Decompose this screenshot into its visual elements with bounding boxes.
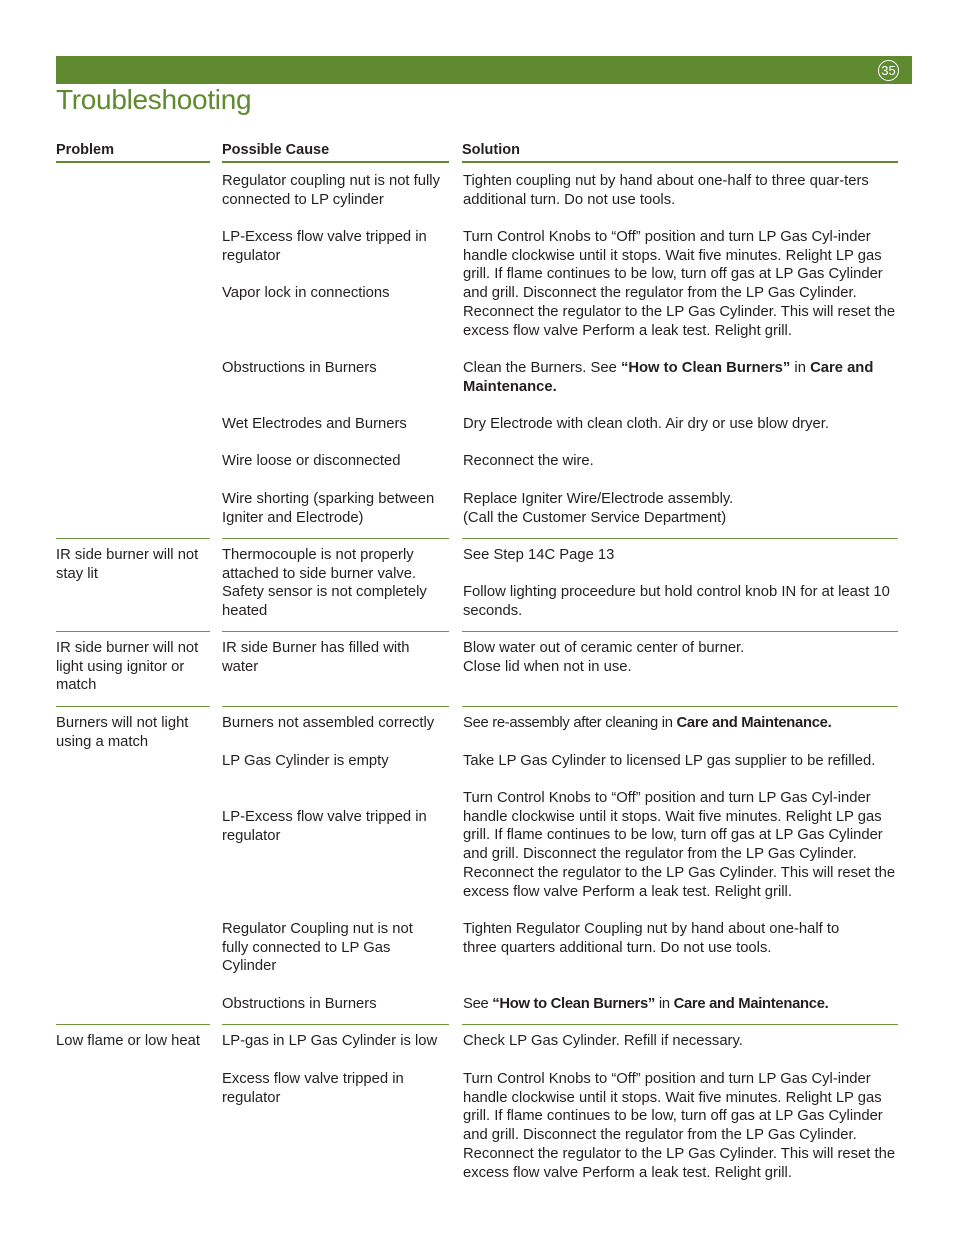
solution-cell: See Step 14C Page 13 [463, 547, 615, 563]
cause-cell: Wire shorting (sparking between Igniter and Electrode) [222, 491, 435, 526]
solution-cell: Tighten coupling nut by hand about one-half to three quar-ters additional turn. Do not use tools. [463, 173, 869, 208]
solution-cell: Follow lighting proceedure but hold control knob IN for at least 10 seconds. [463, 584, 890, 619]
solution-cell: Replace Igniter Wire/Electrode assembly. (Call the Customer Service Department) [463, 491, 734, 526]
column-header-solution: Solution [462, 142, 898, 163]
cause-cell: Obstructions in Burners [222, 996, 377, 1012]
solution-cell: Clean the Burners. See “How to Clean Burners” in Care and Maintenance. [463, 360, 874, 395]
problem-cell: Low flame or low heat [56, 1033, 200, 1049]
row-divider [462, 538, 898, 539]
cause-cell: Wet Electrodes and Burners [222, 416, 407, 432]
row-divider [462, 631, 898, 632]
cause-cell: Wire loose or disconnected [222, 453, 401, 469]
header-bar [56, 56, 912, 84]
row-divider [462, 706, 898, 707]
solution-cell: Turn Control Knobs to “Off” position and turn LP Gas Cyl-inder handle clockwise until it stops. Wait five minutes. Relight LP gas grill. If flame continues to be low, turn off gas at LP Gas Cylinder and grill. Disconnect the regulator from the LP Gas Cylinder. Reconnect the regulator to the LP Gas Cylinder. This will reset the excess flow valve Perform a leak test. Relight grill. [463, 790, 896, 900]
solution-cell: Tighten Regulator Coupling nut by hand about one-half to three quarters additional turn. Do not use tools. [463, 921, 840, 956]
problem-cell: IR side burner will not stay lit [56, 547, 199, 582]
problem-cell: Burners will not light using a match [56, 715, 189, 750]
row-divider [462, 1024, 898, 1025]
column-header-problem: Problem [56, 142, 210, 163]
row-divider [56, 706, 210, 707]
row-divider [56, 631, 210, 632]
solution-cell: See re-assembly after cleaning in Care and Maintenance. [463, 715, 832, 731]
solution-cell: Turn Control Knobs to “Off” position and turn LP Gas Cyl-inder handle clockwise until it stops. Wait five minutes. Relight LP gas grill. If flame continues to be low, turn off gas at LP Gas Cylinder and grill. Disconnect the regulator from the LP Gas Cylinder. Reconnect the regulator to the LP Gas Cylinder. This will reset the excess flow valve Perform a leak test. Relight grill. [463, 1071, 896, 1181]
cause-cell: Regulator Coupling nut is not fully connected to LP Gas Cylinder [222, 921, 413, 975]
solution-cell: Blow water out of ceramic center of burner. Close lid when not in use. [463, 640, 745, 675]
row-divider [56, 1024, 210, 1025]
column-header-cause: Possible Cause [222, 142, 449, 163]
row-divider [222, 706, 449, 707]
cause-cell: Vapor lock in connections [222, 285, 390, 301]
cause-cell: Burners not assembled correctly [222, 715, 435, 731]
cause-cell: Thermocouple is not properly attached to side burner valve. Safety sensor is not completely heated [222, 547, 427, 620]
cause-cell: Regulator coupling nut is not fully connected to LP cylinder [222, 173, 440, 208]
cause-cell: LP-Excess flow valve tripped in regulator [222, 229, 427, 264]
problem-cell: IR side burner will not light using ignitor or match [56, 640, 199, 694]
cause-cell: Obstructions in Burners [222, 360, 377, 376]
row-divider [222, 538, 449, 539]
cause-cell: LP Gas Cylinder is empty [222, 753, 389, 769]
cause-cell: Excess flow valve tripped in regulator [222, 1071, 404, 1106]
cause-cell: LP-gas in LP Gas Cylinder is low [222, 1033, 438, 1049]
row-divider [56, 538, 210, 539]
page-title: Troubleshooting [56, 84, 252, 115]
solution-cell: Turn Control Knobs to “Off” position and turn LP Gas Cyl-inder handle clockwise until it stops. Wait five minutes. Relight LP gas grill. If flame continues to be low, turn off gas at LP Gas Cylinder and grill. Disconnect the regulator from the LP Gas Cylinder. Reconnect the regulator to the LP Gas Cylinder. This will reset the excess flow valve Perform a leak test. Relight grill. [463, 229, 896, 339]
cause-cell: LP-Excess flow valve tripped in regulator [222, 809, 427, 844]
solution-cell: Check LP Gas Cylinder. Refill if necessary. [463, 1033, 743, 1049]
solution-cell: Reconnect the wire. [463, 453, 594, 469]
row-divider [222, 1024, 449, 1025]
solution-cell: Dry Electrode with clean cloth. Air dry or use blow dryer. [463, 416, 829, 432]
row-divider [222, 631, 449, 632]
cause-cell: IR side Burner has filled with water [222, 640, 410, 675]
page-number: 35 [878, 60, 899, 81]
solution-cell: Take LP Gas Cylinder to licensed LP gas supplier to be refilled. [463, 753, 876, 769]
solution-cell: See “How to Clean Burners” in Care and Maintenance. [463, 996, 829, 1012]
